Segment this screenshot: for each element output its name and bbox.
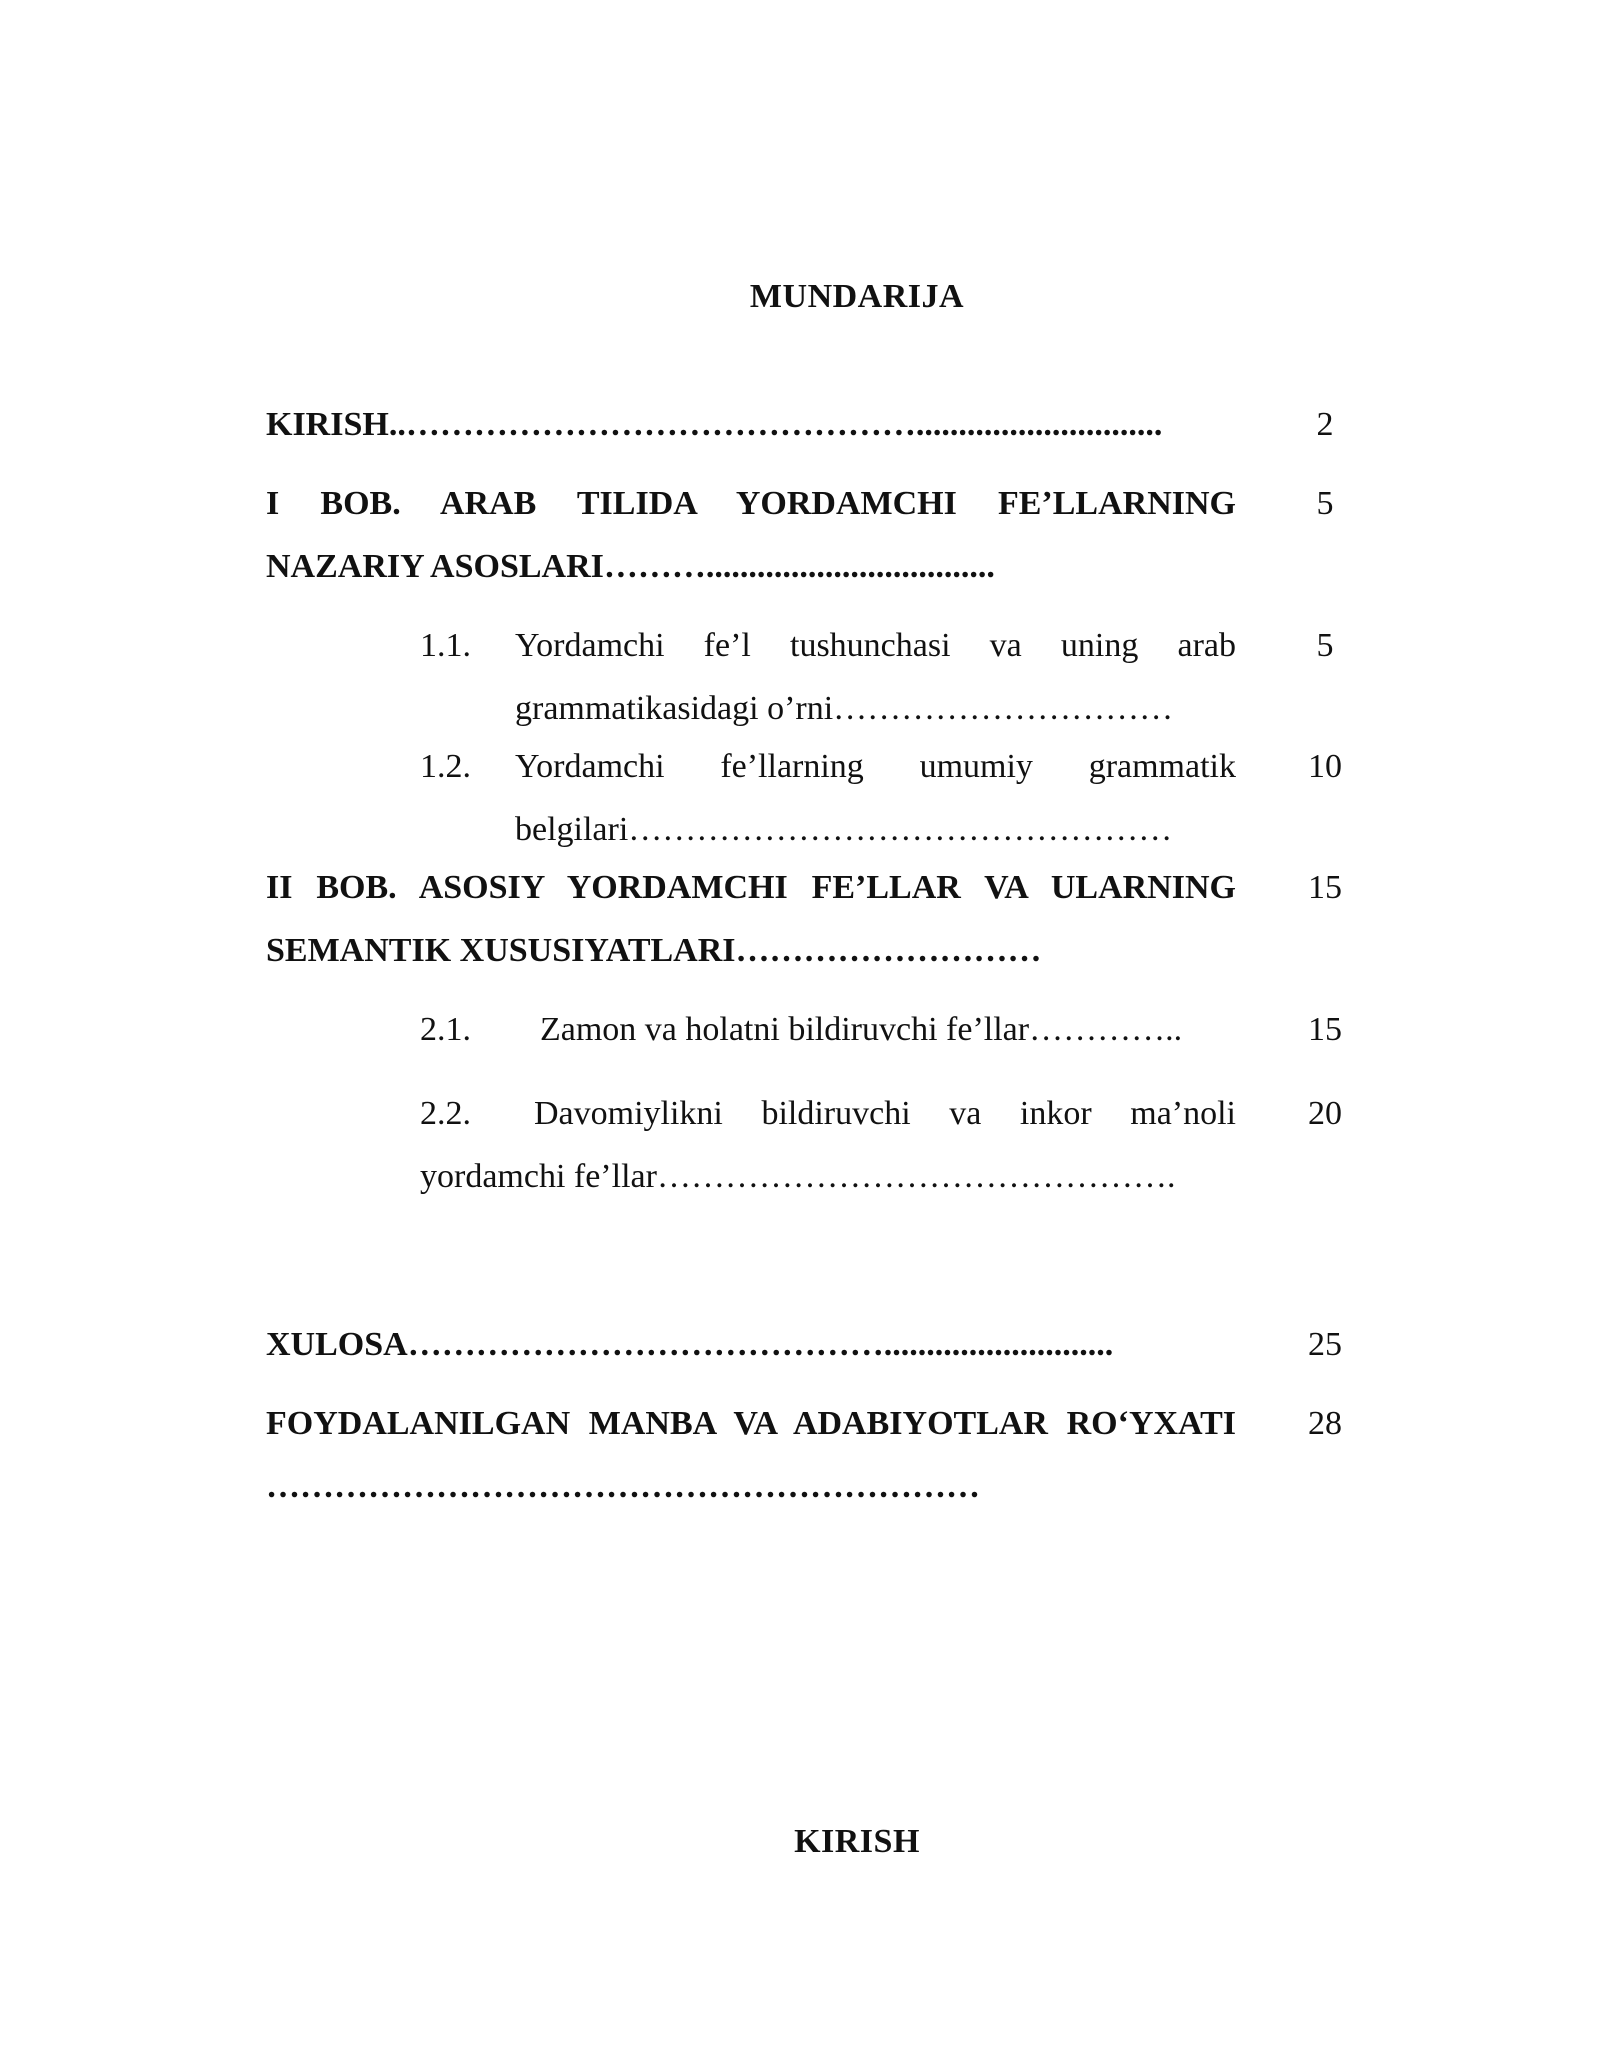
toc-page-number: 28 (1308, 1405, 1342, 1442)
toc-entry-conclusion (266, 1313, 1236, 1376)
toc-entry-section-2-2 (420, 1082, 1236, 1208)
toc-section-number: 1.2. (420, 748, 471, 785)
section-heading: KIRISH (794, 1823, 920, 1860)
toc-page-number: 10 (1308, 748, 1342, 785)
toc-entry-text: II BOB. ASOSIY YORDAMCHI FE’LLAR VA ULARNING SEMANTIK XUSUSIYATLARI……………………… (266, 869, 1236, 969)
toc-page-number: 15 (1308, 869, 1342, 906)
toc-section-number: 2.2. (420, 1095, 471, 1132)
toc-entry-chapter-1 (266, 472, 1236, 598)
toc-page-number: 20 (1308, 1095, 1342, 1132)
toc-page-number: 2 (1316, 406, 1334, 443)
toc-entry-text: Zamon va holatni bildiruvchi fe’llar………….. (540, 1011, 1183, 1048)
toc-entry-text: KIRISH..………………………………………............................. (266, 406, 1163, 443)
toc-entry-text: Yordamchi fe’llarning umumiy grammatik belgilari………………………………………… (515, 748, 1236, 848)
toc-section-number: 1.1. (420, 627, 471, 664)
toc-entry-text: FOYDALANILGAN MANBA VA ADABIYOTLAR RO‘YXATI ……………………………………………………… (266, 1405, 1236, 1505)
toc-entry-chapter-2 (266, 856, 1236, 982)
toc-entry-section-1-1 (515, 614, 1236, 740)
toc-entry-introduction (266, 393, 1236, 456)
toc-entry-section-1-2 (515, 735, 1236, 861)
toc-entry-text: XULOSA……………………………………........................... (266, 1326, 1114, 1363)
toc-entry-text: I BOB. ARAB TILIDA YORDAMCHI FE’LLARNING NAZARIY ASOSLARI……….................................. (266, 485, 1236, 585)
toc-section-number: 2.1. (420, 1011, 471, 1048)
toc-entry-text: Yordamchi fe’l tushunchasi va uning arab grammatikasidagi o’rni………………………… (515, 627, 1236, 727)
toc-page-number: 15 (1308, 1011, 1342, 1048)
toc-entry-references (266, 1392, 1236, 1518)
toc-page-number: 25 (1308, 1326, 1342, 1363)
toc-title: MUNDARIJA (749, 278, 965, 315)
toc-entry-text: Davomiylikni bildiruvchi va inkor ma’noli yordamchi fe’llar………………………………………. (420, 1095, 1236, 1195)
toc-page-number: 5 (1316, 627, 1334, 664)
toc-page-number: 5 (1316, 485, 1334, 522)
toc-entry-section-2-1 (540, 998, 1236, 1061)
